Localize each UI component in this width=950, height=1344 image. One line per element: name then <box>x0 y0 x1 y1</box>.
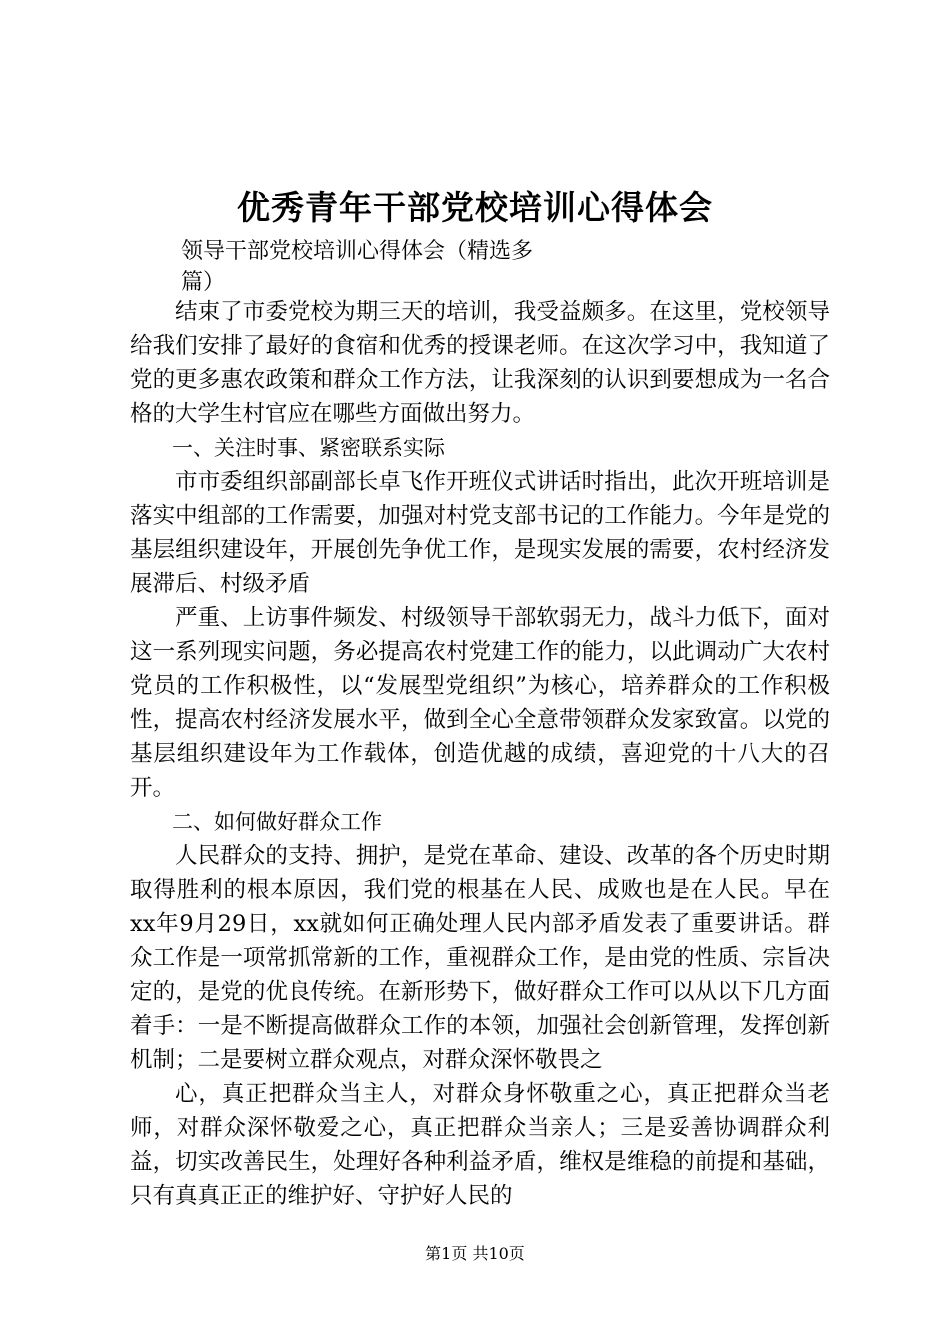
body-paragraph: 严重、上访事件频发、村级领导干部软弱无力，战斗力低下，面对这一系列现实问题，务必提高农村党建工作的能力，以此调动广大农村党员的工作积极性，以“发展型党组织”为核心，培养群众的工作积极性，提高农村经济发展水平，做到全心全意带领群众发家致富。以党的基层组织建设年为工作载体，创造优越的成绩，喜迎党的十八大的召开。 <box>130 605 830 801</box>
document-body <box>130 295 830 1213</box>
document-subtitle <box>181 236 601 298</box>
document-title: 优秀青年干部党校培训心得体会 <box>237 188 713 227</box>
section-heading: 二、如何做好群众工作 <box>172 810 382 834</box>
subtitle-line-2: 篇） <box>181 270 226 295</box>
body-paragraph: 市市委组织部副部长卓飞作开班仪式讲话时指出，此次开班培训是落实中组部的工作需要，加强对村党支部书记的工作能力。今年是党的基层组织建设年，开展创先争优工作，是现实发展的需要，农村经济发展滞后、村级矛盾 <box>130 469 830 597</box>
body-paragraph: 人民群众的支持、拥护，是党在革命、建设、改革的各个历史时期取得胜利的根本原因，我们党的根基在人民、成败也是在人民。早在xx年9月29日，xx就如何正确处理人民内部矛盾发表了重要讲话。群众工作是一项常抓常新的工作，重视群众工作，是由党的性质、宗旨决定的，是党的优良传统。在新形势下，做好群众工作可以从以下几方面着手：一是不断提高做群众工作的本领，加强社会创新管理，发挥创新机制；二是要树立群众观点，对群众深怀敬畏之 <box>130 843 830 1073</box>
section-heading: 一、关注时事、紧密联系实际 <box>172 436 445 460</box>
body-paragraph: 心，真正把群众当主人，对群众身怀敬重之心，真正把群众当老师，对群众深怀敬爱之心，真正把群众当亲人；三是妥善协调群众利益，切实改善民生，处理好各种利益矛盾，维权是维稳的前提和基础，只有真真正正的维护好、守护好人民的 <box>130 1081 830 1209</box>
body-paragraph: 结束了市委党校为期三天的培训，我受益颇多。在这里，党校领导给我们安排了最好的食宿和优秀的授课老师。在这次学习中，我知道了党的更多惠农政策和群众工作方法，让我深刻的认识到要想成为一名合格的大学生村官应在哪些方面做出努力。 <box>130 299 830 427</box>
page-footer: 第1页 共10页 <box>425 1244 525 1263</box>
subtitle-line-1: 领导干部党校培训心得体会（精选多 <box>181 239 534 264</box>
